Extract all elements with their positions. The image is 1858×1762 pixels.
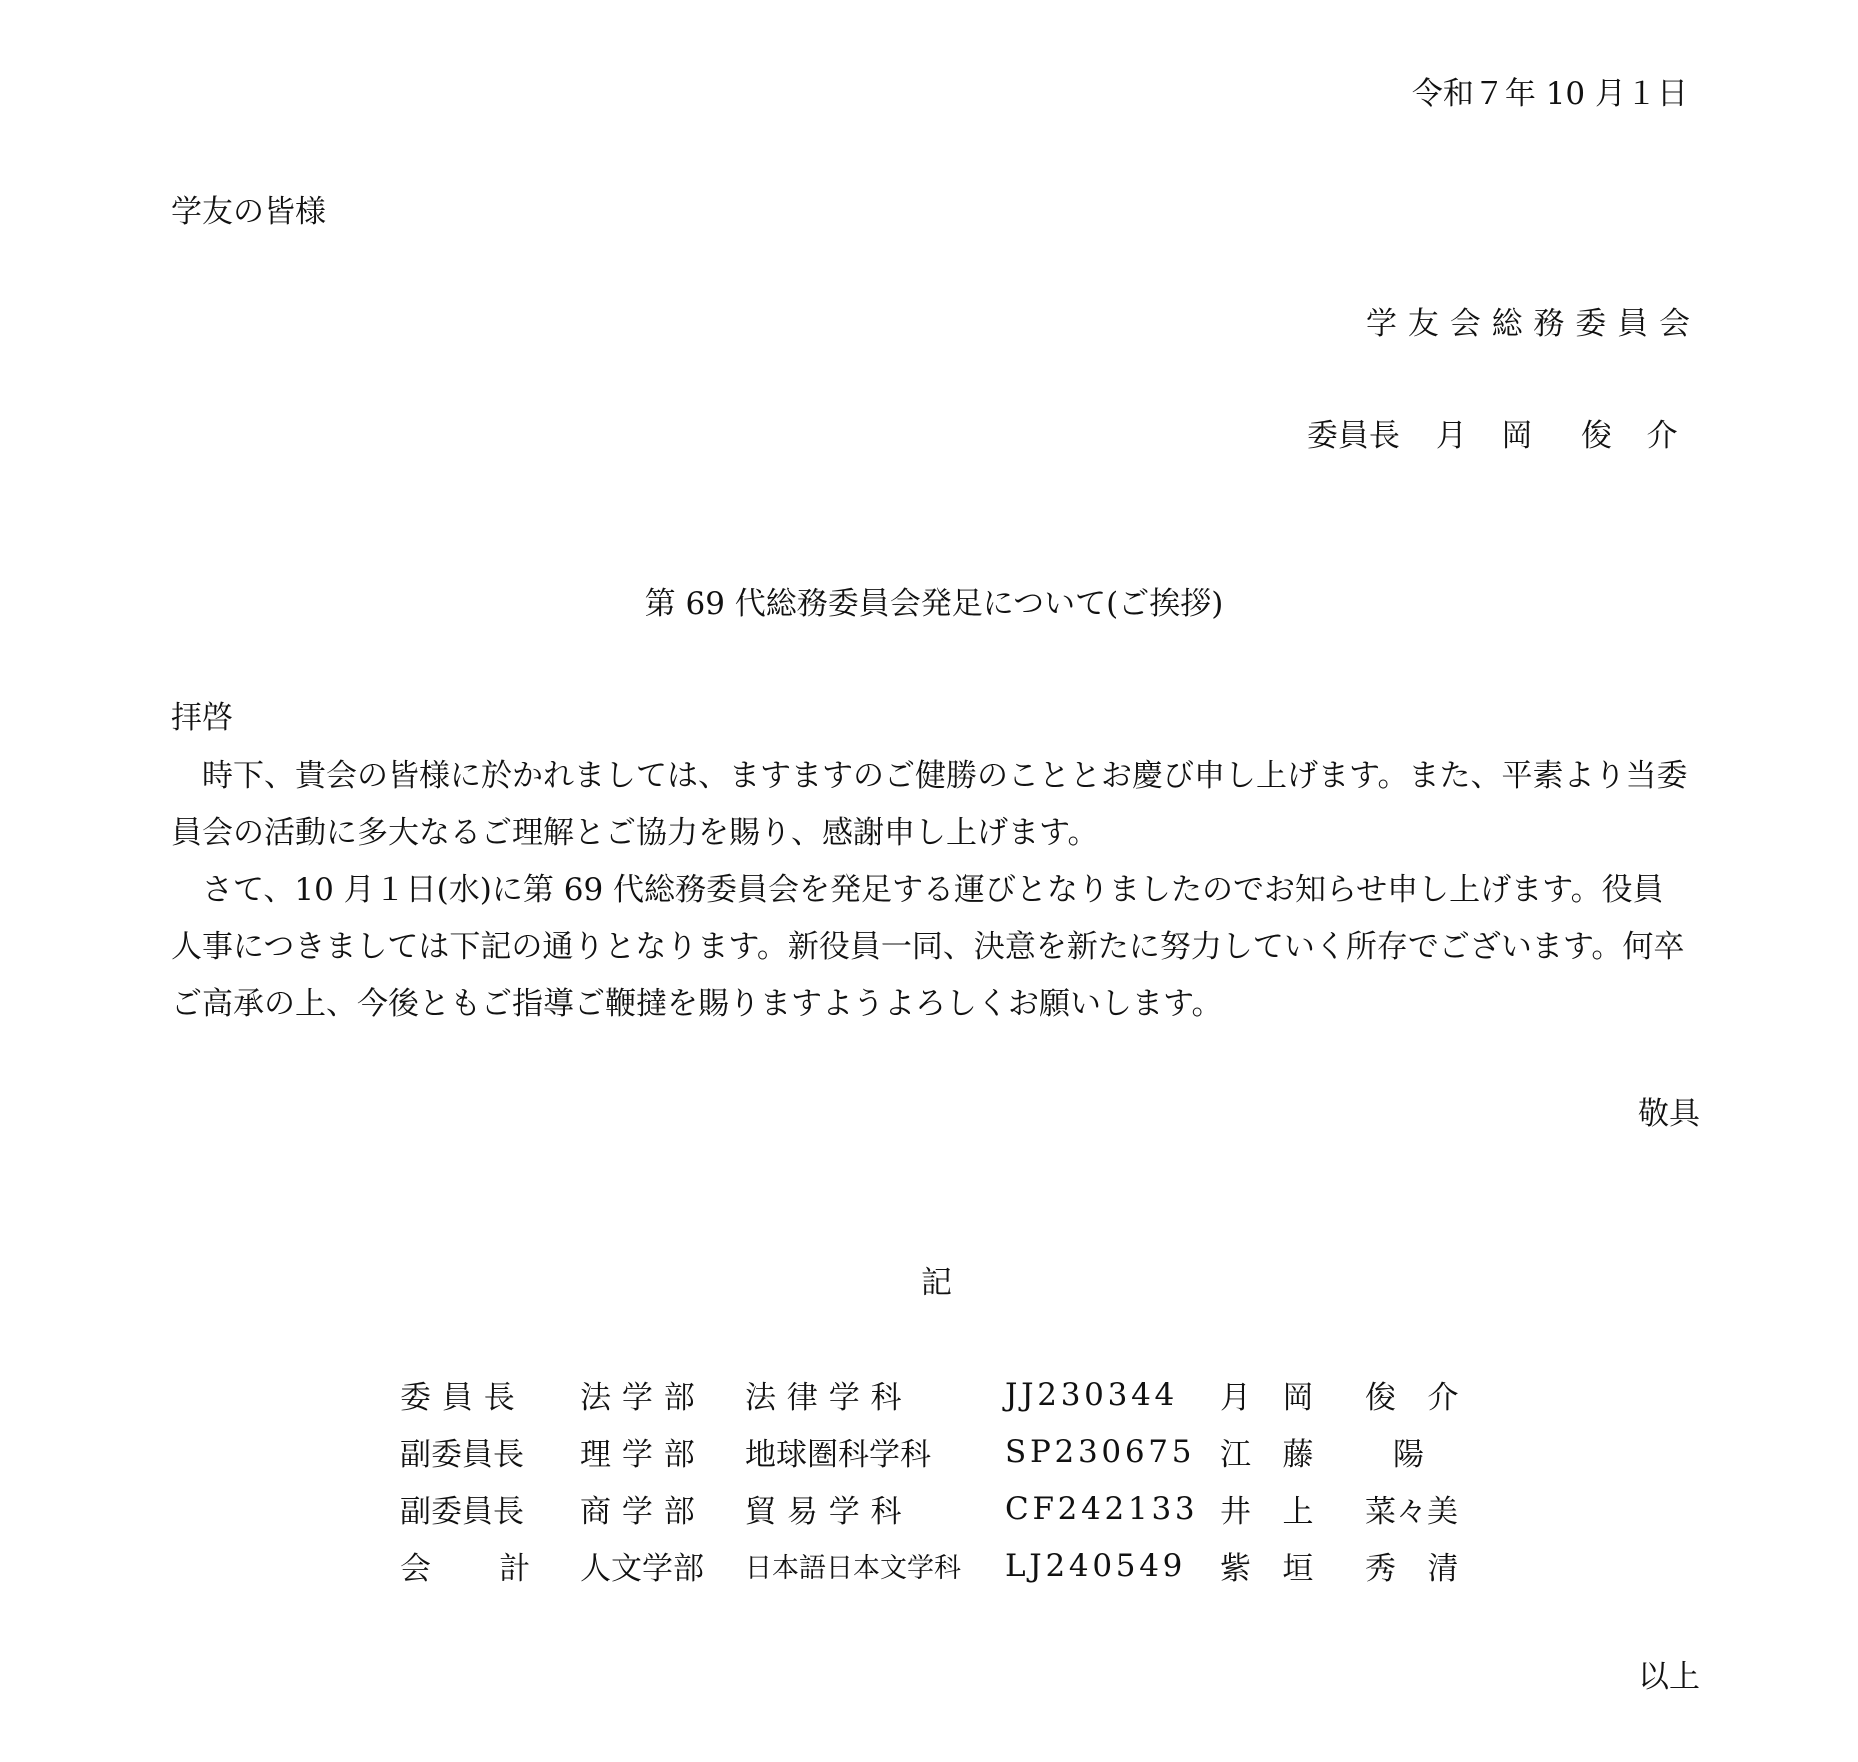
officer-faculty: 法学部 [580, 1380, 706, 1416]
table-row [400, 1423, 1533, 1480]
officer-surname: 紫 垣 [1220, 1551, 1325, 1587]
officer-given-name: 菜々美 [1365, 1494, 1458, 1530]
salutation: 拝啓 [171, 700, 233, 736]
officer-department: 日本語日本文学科 [745, 1553, 961, 1584]
officer-faculty: 人文学部 [580, 1551, 704, 1587]
document-title: 第 69 代総務委員会発足について(ご挨拶) [644, 586, 1224, 622]
officer-role: 副委員長 [400, 1437, 524, 1473]
table-row [400, 1480, 1533, 1537]
officer-surname: 月 岡 [1220, 1380, 1325, 1416]
table-row [400, 1537, 1533, 1594]
document-date: 令和７年 10 月１日 [1411, 76, 1688, 112]
sender-given-name: 俊 介 [1580, 418, 1690, 454]
closing-phrase: 敬具 [1638, 1096, 1700, 1132]
officer-student-id: CF242133 [1005, 1490, 1199, 1527]
ki-heading: 記 [921, 1265, 952, 1301]
sender-organization: 学友会総務委員会 [1366, 306, 1701, 342]
officer-given-name: 俊 介 [1365, 1380, 1470, 1416]
table-row [400, 1366, 1533, 1423]
end-mark: 以上 [1638, 1659, 1700, 1695]
body-paragraph-2: さて、10 月１日(水)に第 69 代総務委員会を発足する運びとなりましたのでお知らせ申し上げます。役員人事につきましては下記の通りとなります。新役員一同、決意を新たに努力していく所存でございます。何卒ご高承の上、今後ともご指導ご鞭撻を賜りますようよろしくお願いします。 [171, 872, 1685, 1022]
officer-student-id: LJ240549 [1005, 1547, 1187, 1584]
officer-faculty: 商学部 [580, 1494, 706, 1530]
officer-department: 地球圏科学科 [745, 1437, 931, 1473]
officer-roster [400, 1366, 1533, 1594]
officer-department: 貿易学科 [745, 1494, 913, 1530]
officer-role: 会 計 [400, 1551, 549, 1587]
sender-name [1307, 410, 1690, 455]
officer-student-id: SP230675 [1005, 1433, 1196, 1470]
officer-department: 法律学科 [745, 1380, 913, 1416]
body-paragraph-1: 時下、貴会の皆様に於かれましては、ますますのご健勝のこととお慶び申し上げます。また、平素より当委員会の活動に多大なるご理解とご協力を賜り、感謝申し上げます。 [171, 758, 1688, 851]
officer-role: 副委員長 [400, 1494, 524, 1530]
officer-surname: 江 藤 [1220, 1437, 1325, 1473]
officer-student-id: JJ230344 [1005, 1376, 1178, 1413]
officer-given-name: 陽 [1393, 1437, 1424, 1473]
addressee: 学友の皆様 [171, 194, 326, 230]
letter-body [171, 748, 1691, 1033]
sender-surname: 月 岡 [1435, 418, 1545, 454]
sender-title: 委員長 [1306, 418, 1400, 454]
officer-faculty: 理学部 [580, 1437, 706, 1473]
officer-given-name: 秀 清 [1365, 1551, 1470, 1587]
officer-surname: 井 上 [1220, 1494, 1325, 1530]
officer-role: 委員長 [400, 1380, 526, 1416]
